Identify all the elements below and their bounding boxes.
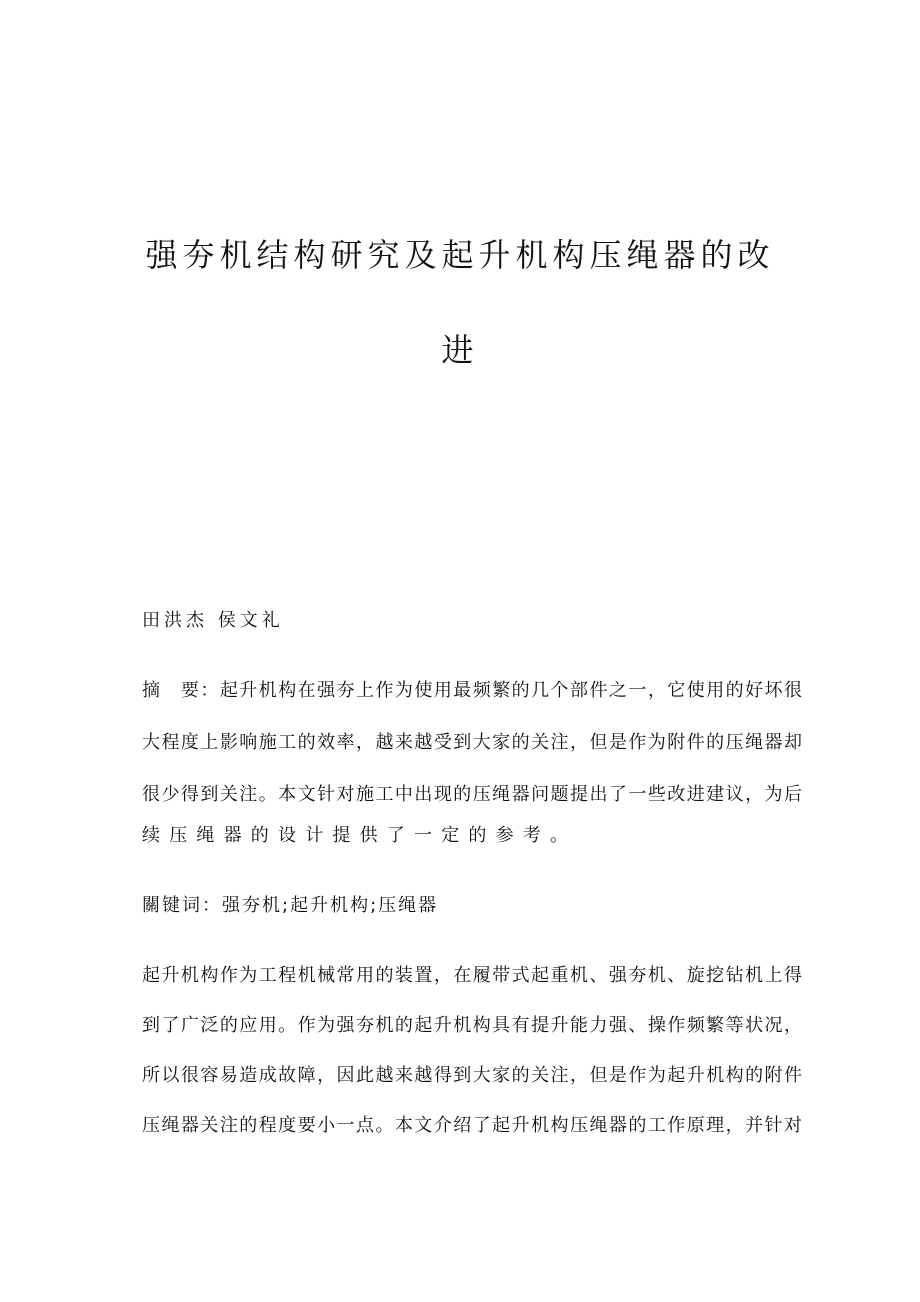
keywords-label: 關键词： <box>142 895 222 916</box>
body-line-2: 到了广泛的应用。作为强夯机的起升机构具有提升能力强、操作频繁等状况， <box>142 1015 802 1036</box>
abstract-line-4: 续压绳器的设计提供了一定的参考。 <box>142 825 578 846</box>
abstract-line-1 <box>142 679 802 703</box>
document-title-line-2: 进 <box>441 331 479 369</box>
authors: 田洪杰 侯文礼 <box>142 610 284 631</box>
keywords-text: 强夯机;起升机构;压绳器 <box>222 895 439 916</box>
body-line-4: 压绳器关注的程度要小一点。本文介绍了起升机构压绳器的工作原理，并针对 <box>142 1115 802 1136</box>
body-line-1: 起升机构作为工程机械常用的装置，在履带式起重机、强夯机、旋挖钻机上得 <box>142 965 802 986</box>
keywords <box>142 894 438 918</box>
abstract-line-3: 很少得到关注。本文针对施工中出现的压绳器问题提出了一些改进建议，为后 <box>142 784 802 805</box>
abstract-label: 摘 要： <box>142 680 220 701</box>
body-line-3: 所以很容易造成故障，因此越来越得到大家的关注，但是作为起升机构的附件 <box>142 1065 802 1086</box>
document-title-line-1: 强夯机结构研究及起升机构压绳器的改 <box>145 236 775 274</box>
abstract-line-2: 大程度上影响施工的效率，越来越受到大家的关注，但是作为附件的压绳器却 <box>142 732 802 753</box>
abstract-text: 起升机构在强夯上作为使用最频繁的几个部件之一，它使用的好坏很 <box>219 680 803 701</box>
